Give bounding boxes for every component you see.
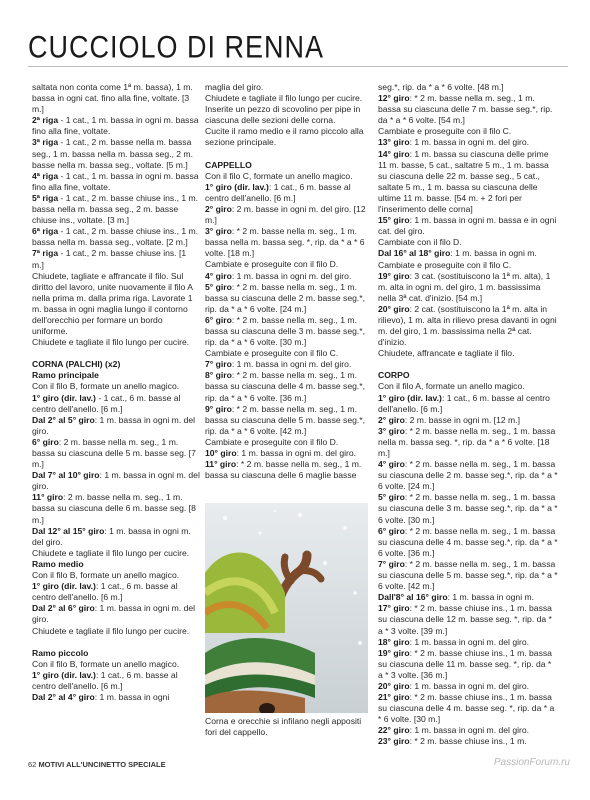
instruction-row xyxy=(205,359,373,370)
row-text: Cucite il ramo medio e il ramo piccolo alla sezione principale. xyxy=(205,126,364,148)
row-label: Dal 12° al 15° giro xyxy=(32,525,105,536)
row-label: 19° giro xyxy=(378,647,410,658)
text-paragraph xyxy=(205,93,373,104)
instruction-row xyxy=(378,393,558,415)
instruction-row xyxy=(205,404,373,437)
row-text: : 1 m. bassa in ogni m. xyxy=(450,248,537,259)
row-text: : 2 m. basse nella m. seg., 1 m. bassa su ciascuna delle 6 m. basse seg. [8 m.] xyxy=(32,492,196,525)
row-text: : 1 m. bassa in ogni m. del giro. xyxy=(32,525,191,547)
instruction-row xyxy=(378,271,558,304)
row-label: Dal 2° al 5° giro xyxy=(32,414,95,425)
instruction-row xyxy=(205,448,373,459)
text-column-2 xyxy=(205,82,373,481)
row-text: : 1 cat., 6 m. basse al centro dell'anello. [6 m.] xyxy=(32,669,178,691)
row-text: : 1 m. bassa in ogni m. del giro. xyxy=(32,603,196,625)
instruction-row xyxy=(378,592,558,603)
row-label: 7° giro xyxy=(378,558,405,569)
row-text: : * 2 m. basse nella m. seg., 1 m. bassa su ciascuna delle 2 m. basse seg.*, rip. da * a * 6 volte. [24 m.] xyxy=(205,281,366,314)
row-text: : * 2 m. basse nella m. seg., 1 m. bassa nella m. bassa seg. *, rip. da * a * 6 volte. [18 m.] xyxy=(205,226,365,259)
row-text: Cambiate e proseguite con il filo C. xyxy=(205,348,339,359)
row-label: 9° giro xyxy=(205,403,232,414)
row-text: - 1 cat., 6 m. basse al centro dell'anello. [6 m.] xyxy=(32,392,181,414)
row-text: Inserite un pezzo di scovolino per pipe in ciascuna delle sezioni delle corna. xyxy=(205,104,361,126)
text-paragraph xyxy=(378,237,558,248)
instruction-row xyxy=(378,415,558,426)
section-heading: CORNA (PALCHI) (x2) xyxy=(32,359,121,370)
text-paragraph xyxy=(378,260,558,271)
instruction-row xyxy=(378,692,558,725)
row-text: Con il filo B, formate un anello magico. xyxy=(32,570,180,581)
section-heading: Ramo piccolo xyxy=(32,647,89,658)
row-text: : * 2 m. basse nella m. seg., 1 m. bassa nella m. bassa seg. *, rip. da * a * 6 volte. [18 m.] xyxy=(378,425,556,458)
row-text: Cambiate e proseguite con il filo C. xyxy=(378,259,512,270)
text-paragraph xyxy=(205,259,373,270)
row-text: Chiudete, affrancate e tagliate il filo. xyxy=(378,348,515,359)
row-text: Con il filo C, formate un anello magico. xyxy=(205,170,353,181)
row-text: : 1 m. bassa in ogni m. del giro. xyxy=(409,725,530,736)
instruction-row xyxy=(32,437,200,470)
row-text: Chiudete e tagliate il filo lungo per cucire. xyxy=(205,93,363,104)
row-label: 13° giro xyxy=(378,137,410,148)
row-label: 6° giro xyxy=(205,314,232,325)
instruction-row xyxy=(378,603,558,636)
row-text: - 1 cat., 2 m. basse chiuse ins. [1 m.] xyxy=(32,248,187,270)
paragraph-gap xyxy=(32,637,200,648)
instruction-row xyxy=(205,226,373,259)
instruction-row xyxy=(32,692,200,703)
row-text: : 1 m. bassa in ogni m. del giro. xyxy=(231,270,352,281)
row-label: 22° giro xyxy=(378,725,410,736)
row-label: 1° giro (dir. lav.) xyxy=(32,581,96,592)
instruction-row xyxy=(378,648,558,681)
row-label: 12° giro xyxy=(378,93,410,104)
instruction-row xyxy=(32,470,200,492)
row-text: : 1 m. bassa in ogni m. bassa e in ogni cat. del giro. xyxy=(378,215,557,237)
instruction-row xyxy=(32,603,200,625)
text-paragraph xyxy=(205,126,373,148)
instruction-row xyxy=(32,492,200,525)
row-text: : * 2 m. basse nella m. seg., 1 m. bassa su ciascuna delle 3 m. basse seg.*, rip. da * a * 6 volte. [30 m.] xyxy=(205,314,366,348)
text-paragraph xyxy=(378,381,558,392)
instruction-row xyxy=(32,393,200,415)
row-text: - 1 cat., 2 m. basse chiuse ins., 1 m. bassa nella m. bassa seg., 2 m. basse chiuse ins., voltate. [3 m.] xyxy=(32,192,199,226)
instruction-row xyxy=(378,637,558,648)
row-text: : 1 m. bassa in ogni m. del giro. xyxy=(32,470,200,492)
row-label: 1° giro (dir. lav.) xyxy=(32,392,96,403)
instruction-row xyxy=(32,115,200,137)
row-label: 2° giro xyxy=(205,203,232,214)
row-text: - 1 cat., 1 m. bassa in ogni m. bassa fino alla fine, voltate. xyxy=(32,170,199,192)
row-text: : 1 m. bassa in ogni m. del giro. xyxy=(409,137,530,148)
row-label: 17° giro xyxy=(378,603,410,614)
row-label: 19° giro xyxy=(378,270,410,281)
instruction-row xyxy=(32,193,200,226)
instruction-row xyxy=(32,137,200,170)
text-paragraph xyxy=(32,626,200,637)
text-paragraph xyxy=(378,126,558,137)
row-label: 15° giro xyxy=(378,215,410,226)
magazine-name: MOTIVI ALL'UNCINETTO SPECIALE xyxy=(38,760,166,769)
page-number: 62 xyxy=(28,760,37,769)
instruction-row xyxy=(32,670,200,692)
instruction-row xyxy=(32,226,200,248)
row-label: Dall'8° al 16° giro xyxy=(378,592,448,603)
instruction-row xyxy=(205,282,373,315)
row-label: 7° giro xyxy=(205,359,232,370)
row-label: 4° giro xyxy=(378,459,405,470)
row-label: Dal 16° al 18° giro xyxy=(378,248,451,259)
row-text: Cambiate e proseguite con il filo D. xyxy=(205,436,339,447)
instruction-row xyxy=(378,137,558,148)
row-label: 7ª riga xyxy=(32,248,59,259)
instruction-row xyxy=(32,248,200,270)
row-text: Con il filo A, formate un anello magico. xyxy=(378,381,525,392)
row-label: 2ª riga xyxy=(32,115,59,126)
row-text: Con il filo B, formate un anello magico. xyxy=(32,381,180,392)
instruction-row xyxy=(32,526,200,548)
row-text: : 1 cat., 6 m. basse al centro dell'anello. [6 m.] xyxy=(205,181,351,203)
paragraph-gap xyxy=(378,359,558,370)
row-text: : * 2 m. basse chiuse ins., 1 m. xyxy=(409,736,527,747)
row-label: 1° giro (dir. lav.) xyxy=(205,181,269,192)
text-paragraph xyxy=(32,82,200,115)
text-paragraph xyxy=(32,548,200,559)
row-label: Dal 2° al 4° giro xyxy=(32,691,95,702)
row-text: : * 2 m. basse nella m. seg., 1 m. bassa su ciascuna delle 3 m. basse seg.*, rip. da * a * 6 volte. [30 m.] xyxy=(378,492,558,525)
text-paragraph xyxy=(32,271,200,338)
section-heading: CAPPELLO xyxy=(205,159,252,170)
text-paragraph xyxy=(205,104,373,126)
instruction-row xyxy=(32,171,200,193)
row-label: 4° giro xyxy=(205,270,232,281)
row-text: - 1 cat., 2 m. basse chiuse ins., 1 m. bassa nella m. bassa seg., voltate. [2 m.] xyxy=(32,226,199,248)
paragraph-gap xyxy=(32,348,200,359)
row-text: : * 2 m. basse nella m. seg., 1 m. bassa su ciascuna delle 7 m. basse seg.*, rip. da * a * 6 volte. [54 m.] xyxy=(378,93,553,126)
row-label: 8° giro xyxy=(205,370,232,381)
row-text: : 1 m. bassa in ogni m. del giro. xyxy=(231,359,352,370)
row-label: 20° giro xyxy=(378,303,410,314)
instruction-row xyxy=(32,415,200,437)
row-label: 5° giro xyxy=(378,492,405,503)
text-paragraph xyxy=(205,82,373,93)
row-text: Chiudete, tagliate e affrancate il filo. Sul diritto del lavoro, unite nuovamente il filo A nella prima m. dalla prima riga. Lavorate 1 m. bassa in ogni maglia lungo il contorno dell'orecchio per formare un bordo uniforme. xyxy=(32,270,193,337)
text-paragraph xyxy=(32,337,200,348)
row-text: : 1 cat., 6 m. basse al centro dell'anello. [6 m.] xyxy=(32,581,178,603)
row-label: 18° giro xyxy=(378,636,410,647)
page-footer xyxy=(28,760,166,769)
row-text: : 1 m. bassa in ogni m. xyxy=(447,592,535,603)
row-text: : 1 m. bassa in ogni m. del giro. xyxy=(32,414,196,436)
text-column-3 xyxy=(378,82,558,748)
paragraph-gap xyxy=(205,149,373,160)
row-label: 20° giro xyxy=(378,680,410,691)
row-text: : * 2 m. basse nella m. seg., 1 m. bassa su ciascuna delle 2 m. basse seg.*, rip. da * a * 6 volte. [24 m.] xyxy=(378,459,558,492)
text-paragraph xyxy=(205,171,373,182)
row-text: seg.*, rip. da * a * 6 volte. [48 m.] xyxy=(378,82,504,92)
row-label: 6ª riga xyxy=(32,226,59,237)
instruction-row xyxy=(205,271,373,282)
row-label: 23° giro xyxy=(378,736,410,747)
instruction-row xyxy=(378,215,558,237)
text-paragraph xyxy=(378,82,558,93)
text-paragraph xyxy=(32,381,200,392)
row-text: : * 2 m. basse chiuse ins., 1 m. bassa su ciascuna delle 4 m. basse seg. *, rip. da * a * 6 volte. [30 m.] xyxy=(378,692,555,725)
row-text: Con il filo B, formate un anello magico. xyxy=(32,658,180,669)
row-label: 14° giro xyxy=(378,148,410,159)
page-title: CUCCIOLO DI RENNA xyxy=(28,30,325,65)
row-text: Cambiate e proseguite con il filo C. xyxy=(378,126,512,137)
instruction-row xyxy=(378,304,558,348)
row-text: : 2 m. basse in ogni m. [12 m.] xyxy=(404,414,520,425)
row-text: - 1 cat., 1 m. bassa in ogni m. bassa fino alla fine, voltate. xyxy=(32,115,199,137)
row-text: : * 2 m. basse nella m. seg., 1 m. bassa su ciascuna delle 6 maglie basse xyxy=(205,459,362,481)
row-text: : 1 m. bassa in ogni xyxy=(94,691,170,702)
instruction-row xyxy=(205,459,373,481)
row-text: Chiudete e tagliate il filo lungo per cucire. xyxy=(32,547,190,558)
instruction-row xyxy=(378,248,558,259)
instruction-row xyxy=(378,725,558,736)
section-heading: Ramo principale xyxy=(32,370,99,381)
instruction-row xyxy=(205,182,373,204)
text-paragraph xyxy=(32,659,200,670)
row-label: 3° giro xyxy=(205,226,232,237)
row-text: - 1 cat., 2 m. basse nella m. bassa seg., 1 m. bassa nella m. bassa seg., 2 m. basse nella m. bassa seg., voltate. [5 m.] xyxy=(32,137,193,170)
instruction-row xyxy=(378,93,558,126)
row-label: 6° giro xyxy=(32,436,59,447)
row-label: 10° giro xyxy=(205,448,237,458)
row-text: : * 2 m. basse nella m. seg., 1 m. bassa su ciascuna delle 5 m. basse seg.*, rip. da * a * 6 volte. [42 m.] xyxy=(378,558,558,592)
text-paragraph xyxy=(378,348,558,359)
row-text: : * 2 m. basse chiuse ins., 1 m. bassa su ciascuna delle 11 m. basse seg. *, rip. da * a * 3 volte. [36 m.] xyxy=(378,647,552,680)
row-label: 6° giro xyxy=(378,525,405,536)
instruction-row xyxy=(378,526,558,559)
row-text: : 2 m. basse nella m. seg., 1 m. bassa su ciascuna delle 5 m. basse seg. [7 m.] xyxy=(32,436,196,470)
row-label: 1° giro (dir. lav.) xyxy=(378,392,442,403)
row-text: : 1 m. bassa in ogni m. del giro. xyxy=(409,680,530,691)
row-label: 3ª riga xyxy=(32,137,59,148)
row-label: 2° giro xyxy=(378,414,405,425)
instruction-row xyxy=(378,149,558,216)
section-heading: Ramo medio xyxy=(32,558,84,569)
instruction-row xyxy=(378,681,558,692)
row-text: : 1 m. bassa in ogni m. del giro. xyxy=(236,448,357,458)
row-label: Dal 2° al 6° giro xyxy=(32,603,95,614)
row-label: 1° giro (dir. lav.) xyxy=(32,669,96,680)
instruction-row xyxy=(205,370,373,403)
title-rule xyxy=(28,66,568,67)
instruction-row xyxy=(32,581,200,603)
row-text: Cambiate con il filo D. xyxy=(378,237,462,248)
row-label: Dal 7° al 10° giro xyxy=(32,470,100,481)
row-text: : * 2 m. basse nella m. seg., 1 m. bassa su ciascuna delle 5 m. basse seg.*, rip. da * a * 6 volte. [42 m.] xyxy=(205,403,366,436)
text-column-1 xyxy=(32,82,200,703)
row-label: 4ª riga xyxy=(32,170,59,181)
row-label: 5° giro xyxy=(205,281,232,292)
row-text: Cambiate e proseguite con il filo D. xyxy=(205,259,339,270)
instruction-row xyxy=(378,426,558,459)
instruction-row xyxy=(205,315,373,348)
row-text: Chiudete e tagliate il filo lungo per cucire. xyxy=(32,625,190,636)
row-text: Chiudete e tagliate il filo lungo per cucire. xyxy=(32,337,190,348)
text-paragraph xyxy=(205,437,373,448)
watermark: PassionForum.ru xyxy=(493,757,570,768)
row-text: : 3 cat. (sostituiscono la 1ª m. alta), 1 m. alta in ogni m. del giro, 1 m. bassissima nella 3ª cat. d'inizio. [54 m.] xyxy=(378,270,551,303)
row-text: : 1 cat., 6 m. basse al centro dell'anello. [6 m.] xyxy=(378,392,550,414)
instruction-row xyxy=(378,559,558,592)
row-text: saltata non conta come 1ª m. bassa), 1 m. bassa in ogni cat. fino alla fine, voltate. [3 m.] xyxy=(32,82,193,115)
instruction-row xyxy=(378,459,558,492)
section-heading: CORPO xyxy=(378,370,410,381)
row-text: : 2 cat. (sostituiscono la 1ª m. alta in rilievo), 1 m. alta in rilievo presa davanti in ogni m. del giro, 1 m. bassissima nella 2ª cat. d'inizio. xyxy=(378,303,557,348)
row-label: 3° giro xyxy=(378,425,405,436)
row-text: : 1 m. bassa su ciascuna delle prime 11 m. basse, 5 cat., saltatre 5 m., 1 m. bassa su ciascuna delle 22 m. basse seg., 5 cat., saltate 5 m., 1 m. bassa su ciascuna delle ultime 11 m. basse. [54 m. + 2 fori per l'inserimento delle corna] xyxy=(378,148,549,215)
photo-caption: Corna e orecchie si infilano negli appositi fori del cappello. xyxy=(205,716,362,737)
row-label: 5ª riga xyxy=(32,192,59,203)
photo-reindeer-hat xyxy=(205,503,368,713)
row-label: 21° giro xyxy=(378,692,410,703)
row-text: : 2 m. basse in ogni m. del giro. [12 m.] xyxy=(205,203,366,226)
row-text: : * 2 m. basse nella m. seg., 1 m. bassa su ciascuna delle 4 m. basse seg.*, rip. da * a * 6 volte. [36 m.] xyxy=(205,370,366,403)
row-label: 11° giro xyxy=(205,459,237,470)
text-paragraph xyxy=(32,570,200,581)
row-text: : * 2 m. basse chiuse ins., 1 m. bassa su ciascuna delle 12 m. basse seg. *, rip. da * a * 3 volte. [39 m.] xyxy=(378,603,552,636)
row-label: 11° giro xyxy=(32,492,64,503)
text-paragraph xyxy=(205,348,373,359)
row-text: maglia del giro. xyxy=(205,82,264,92)
instruction-row xyxy=(205,204,373,226)
instruction-row xyxy=(378,736,558,747)
instruction-row xyxy=(378,492,558,525)
row-text: : * 2 m. basse nella m. seg., 1 m. bassa su ciascuna delle 4 m. basse seg.*, rip. da * a * 6 volte. [36 m.] xyxy=(378,525,558,558)
row-text: : 1 m. bassa in ogni m. del giro. xyxy=(409,636,530,647)
